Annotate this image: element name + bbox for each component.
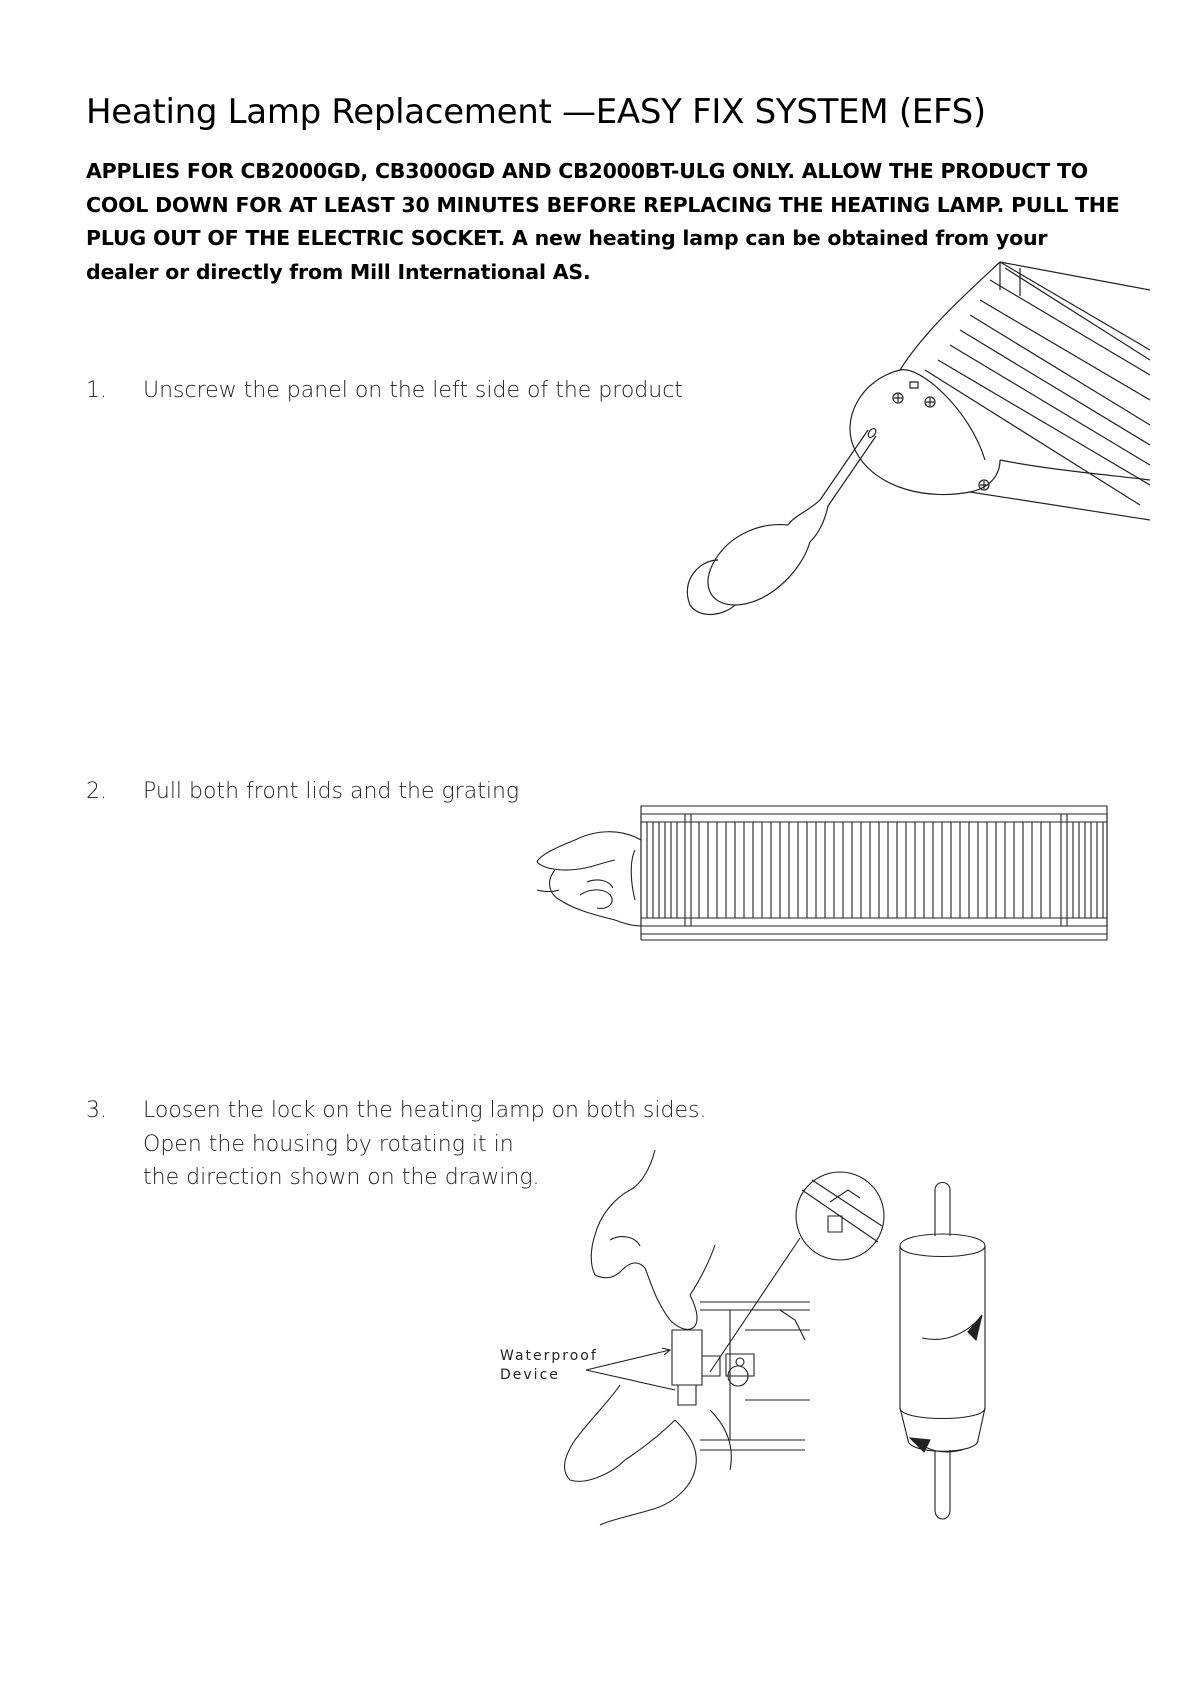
step-1 [86,374,683,408]
step-3-text-line-3: the direction shown on the drawing. [143,1165,540,1190]
step-3-number: 3. [86,1098,107,1123]
figure-pull-lids-grating [535,800,1115,950]
waterproof-label-line-2: Device [500,1367,560,1383]
step-2-number: 2. [86,779,107,804]
step-3-text-line-1: Loosen the lock on the heating lamp on both sides. [143,1098,707,1123]
step-2-text: Pull both front lids and the grating [143,779,520,804]
intro-caps-text: APPLIES FOR CB2000GD, CB3000GD AND CB2000BT-ULG ONLY. ALLOW THE PRODUCT TO COOL DOWN FOR AT LEAST 30 MINUTES BEFORE REPLACING THE HEATING LAMP. PULL THE PLUG OUT OF THE ELECTRIC SOCKET. [86,159,1120,250]
page-title: Heating Lamp Replacement —EASY FIX SYSTEM (EFS) [86,92,986,132]
figure-unscrew-panel [670,260,1150,640]
step-2 [86,775,519,809]
intro-normal-text: A new heating lamp can be obtained from your dealer or directly from Mill International AS. [86,226,1048,284]
step-1-text: Unscrew the panel on the left side of the product [143,378,683,403]
waterproof-label-line-1: Waterproof [500,1348,598,1364]
step-1-number: 1. [86,378,107,403]
figure-loosen-lock [500,1150,1100,1530]
step-3-text-line-2: Open the housing by rotating it in [143,1131,514,1157]
